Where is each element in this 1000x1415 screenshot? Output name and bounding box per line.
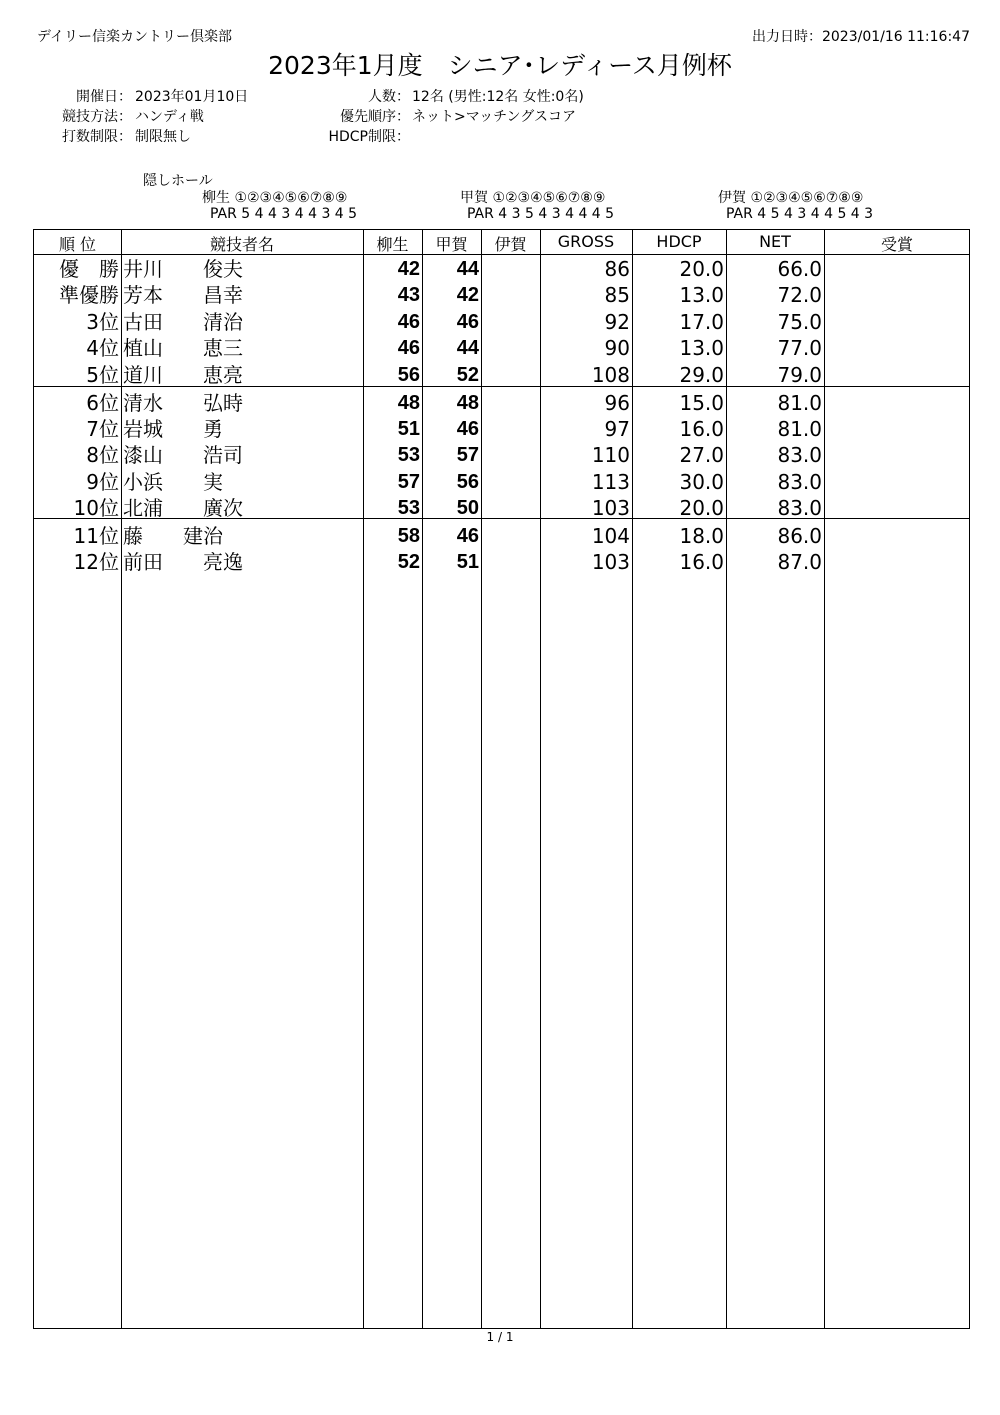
cell-hdcp: 15.0 <box>679 390 724 415</box>
cell-gross: 113 <box>591 469 630 494</box>
cell-c2: 56 <box>456 470 479 493</box>
cell-rank: 7位 <box>86 416 119 441</box>
cell-name: 小浜 実 <box>123 469 223 494</box>
cell-c1: 42 <box>397 258 420 280</box>
priority-label: 優先順序： <box>340 109 410 125</box>
cell-hdcp: 18.0 <box>679 524 724 548</box>
col-award: 受賞 <box>880 235 913 254</box>
count-value: 12名 (男性:12名 女性:0名) <box>412 89 584 105</box>
hdcp-limit-label: HDCP制限： <box>328 129 410 145</box>
date-value: 2023年01月10日 <box>135 89 249 105</box>
table-row <box>34 256 969 282</box>
col-player: 競技者名 <box>209 235 274 254</box>
limit-value: 制限無し <box>135 129 191 145</box>
cell-hdcp: 13.0 <box>679 336 724 361</box>
cell-c2: 46 <box>456 525 479 547</box>
cell-gross: 110 <box>591 443 630 468</box>
cell-gross: 86 <box>604 257 630 281</box>
cell-rank: 4位 <box>86 336 119 361</box>
cell-name: 古田 清治 <box>123 309 243 334</box>
cell-rank: 準優勝 <box>59 283 119 308</box>
cell-rank: 9位 <box>86 469 119 494</box>
table-row <box>34 416 969 442</box>
limit-label: 打数制限： <box>62 129 132 145</box>
cell-name: 前田 亮逸 <box>123 550 243 575</box>
course-par-iga: PAR 4 5 4 3 4 4 5 4 3 <box>726 206 874 222</box>
cell-net: 77.0 <box>777 336 822 361</box>
course-par-yagyu: PAR 5 4 4 3 4 4 3 4 5 <box>210 206 358 222</box>
course-par-koka: PAR 4 3 5 4 3 4 4 4 5 <box>467 206 615 222</box>
cell-c2: 51 <box>456 551 479 574</box>
cell-rank: 6位 <box>86 390 119 415</box>
cell-hdcp: 20.0 <box>679 496 724 521</box>
cell-hdcp: 16.0 <box>679 416 724 441</box>
priority-value: ネット>マッチングスコア <box>412 109 577 125</box>
table-row <box>34 362 969 388</box>
cell-net: 81.0 <box>777 390 822 415</box>
table-row <box>34 309 969 335</box>
cell-name: 植山 恵三 <box>123 336 243 361</box>
cell-c1: 46 <box>397 310 420 333</box>
course-holes-koka: 甲賀 ①②③④⑤⑥⑦⑧⑨ <box>460 190 606 206</box>
cell-c1: 48 <box>397 391 420 414</box>
table-row <box>34 523 969 549</box>
cell-c2: 57 <box>456 444 479 467</box>
cell-net: 86.0 <box>777 524 822 548</box>
cell-c1: 57 <box>397 470 420 493</box>
cell-net: 87.0 <box>777 550 822 575</box>
cell-c1: 43 <box>397 284 420 307</box>
cell-c1: 46 <box>397 337 420 360</box>
club-name: デイリー信楽カントリー倶楽部 <box>37 29 233 45</box>
cell-c2: 46 <box>456 310 479 333</box>
page-number: 1 / 1 <box>486 1330 514 1344</box>
cell-c2: 42 <box>456 284 479 307</box>
date-label: 開催日： <box>76 89 132 105</box>
cell-hdcp: 16.0 <box>679 550 724 575</box>
cell-hdcp: 27.0 <box>679 443 724 468</box>
cell-gross: 103 <box>591 496 630 521</box>
col-net: NET <box>759 232 791 251</box>
cell-net: 83.0 <box>777 469 822 494</box>
cell-name: 清水 弘時 <box>123 390 243 415</box>
table-row <box>34 442 969 468</box>
cell-c2: 52 <box>456 363 479 386</box>
cell-rank: 3位 <box>86 309 119 334</box>
cell-c1: 51 <box>397 417 420 440</box>
cell-net: 79.0 <box>777 362 822 387</box>
cell-c2: 44 <box>456 258 479 280</box>
cell-name: 岩城 勇 <box>123 416 223 441</box>
course-holes-yagyu: 柳生 ①②③④⑤⑥⑦⑧⑨ <box>202 190 348 206</box>
cell-c2: 50 <box>456 497 479 520</box>
hidden-holes-label: 隠しホール <box>143 173 213 189</box>
cell-gross: 104 <box>591 524 630 548</box>
col-rank: 順 位 <box>58 235 97 254</box>
course-holes-iga: 伊賀 ①②③④⑤⑥⑦⑧⑨ <box>718 190 864 206</box>
cell-name: 漆山 浩司 <box>123 443 243 468</box>
col-iga: 伊賀 <box>494 235 527 254</box>
method-label: 競技方法： <box>62 109 132 125</box>
cell-hdcp: 29.0 <box>679 362 724 387</box>
table-row <box>34 495 969 521</box>
cell-rank: 5位 <box>86 362 119 387</box>
cell-c2: 48 <box>456 391 479 414</box>
cell-net: 83.0 <box>777 496 822 521</box>
cell-gross: 92 <box>604 309 630 334</box>
method-value: ハンディ戦 <box>135 109 204 125</box>
cell-net: 72.0 <box>777 283 822 308</box>
cell-c1: 56 <box>397 363 420 386</box>
cell-name: 井川 俊夫 <box>123 257 243 281</box>
cell-hdcp: 13.0 <box>679 283 724 308</box>
cell-hdcp: 20.0 <box>679 257 724 281</box>
cell-c1: 53 <box>397 444 420 467</box>
cell-gross: 96 <box>604 390 630 415</box>
col-gross: GROSS <box>557 232 615 251</box>
cell-gross: 103 <box>591 550 630 575</box>
cell-c1: 52 <box>397 551 420 574</box>
table-row <box>34 390 969 416</box>
table-row <box>34 469 969 495</box>
cell-rank: 11位 <box>73 524 119 548</box>
cell-net: 81.0 <box>777 416 822 441</box>
table-row <box>34 335 969 361</box>
cell-c1: 58 <box>397 525 420 547</box>
cell-name: 藤 建治 <box>123 524 223 548</box>
cell-net: 75.0 <box>777 309 822 334</box>
output-datetime: 出力日時：2023/01/16 11:16:47 <box>751 29 970 45</box>
page-title: 2023年1月度 シニア･レディース月例杯 <box>268 51 732 80</box>
col-koka: 甲賀 <box>435 235 468 254</box>
results-table <box>33 229 970 1329</box>
cell-gross: 85 <box>604 283 630 308</box>
cell-gross: 97 <box>604 416 630 441</box>
table-header <box>34 230 969 255</box>
cell-rank: 優 勝 <box>59 257 119 281</box>
cell-hdcp: 17.0 <box>679 309 724 334</box>
count-label: 人数： <box>368 89 410 105</box>
cell-c2: 46 <box>456 417 479 440</box>
cell-gross: 90 <box>604 336 630 361</box>
table-row <box>34 282 969 308</box>
cell-name: 芳本 昌幸 <box>123 283 243 308</box>
cell-c2: 44 <box>456 337 479 360</box>
cell-net: 66.0 <box>777 257 822 281</box>
cell-gross: 108 <box>591 362 630 387</box>
cell-name: 道川 恵亮 <box>123 362 243 387</box>
cell-rank: 10位 <box>73 496 119 521</box>
cell-rank: 12位 <box>73 550 119 575</box>
cell-hdcp: 30.0 <box>679 469 724 494</box>
col-yagyu: 柳生 <box>376 235 409 254</box>
cell-rank: 8位 <box>86 443 119 468</box>
cell-c1: 53 <box>397 497 420 520</box>
col-hdcp: HDCP <box>656 232 702 251</box>
table-row <box>34 549 969 575</box>
cell-name: 北浦 廣次 <box>123 496 243 521</box>
cell-net: 83.0 <box>777 443 822 468</box>
